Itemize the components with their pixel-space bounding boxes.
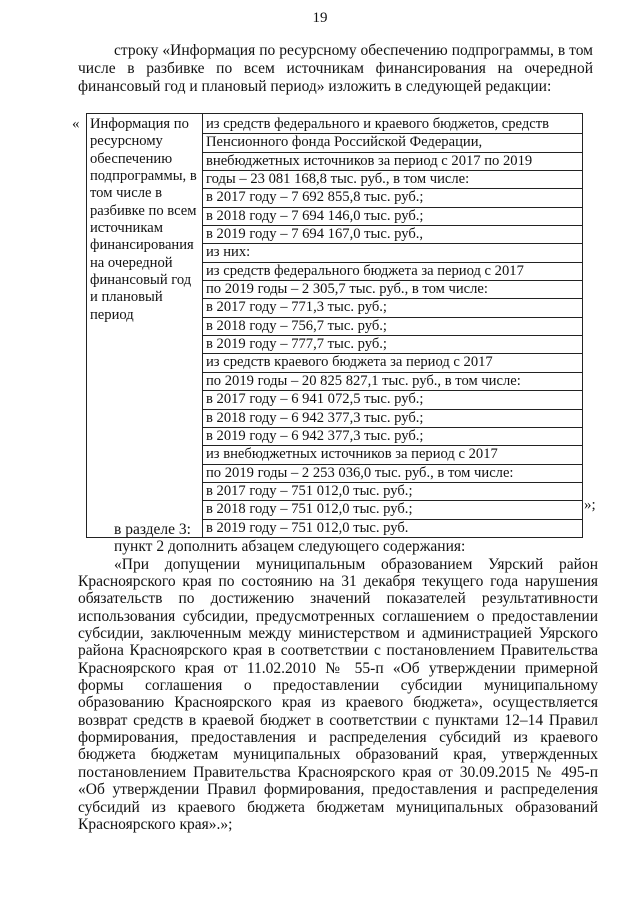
opening-quote: « — [72, 116, 80, 132]
amendment-paragraph: «При допущении муниципальным образованием Уярский район Красноярского края по состоянию на 31 декабря текущего года нарушения обязательств по достижению значений показателей результативности использования субсидии, предусмотренных соглашением о предоставлении субсидии, заключенным между министерством и администрацией Уярского района Красноярского края в соответствии с постановлением Правительства Красноярского края от 11.02.2010 № 55-п «Об утверждении примерной формы соглашения о предоставлении субсидии муниципальному образованию Красноярского края из краевого бюджета», осуществляется возврат средств в краевой бюджет в соответствии с пунктами 12–14 Правил формирования, предоставления и распределения субсидий из краевого бюджета бюджетам муниципальных образований края, утвержденных постановлением Правительства Красноярского края от 30.09.2015 № 495-п «Об утверждении Правил формирования, предоставления и распределения субсидий из краевого бюджета бюджетам муниципальных образований Красноярского края».»; — [78, 555, 598, 833]
funding-line: внебюджетных источников за период с 2017 по 2019 — [202, 153, 582, 171]
funding-line: в 2017 году – 751 012,0 тыс. руб.; — [202, 483, 582, 501]
funding-line: в 2018 году – 756,7 тыс. руб.; — [202, 318, 582, 336]
funding-line: из внебюджетных источников за период с 2017 — [202, 446, 582, 464]
body-text — [78, 521, 598, 833]
funding-line: Пенсионного фонда Российской Федерации, — [202, 134, 582, 152]
funding-line: годы – 23 081 168,8 тыс. руб., в том числе: — [202, 171, 582, 189]
funding-line: по 2019 годы – 2 253 036,0 тыс. руб., в том числе: — [202, 465, 582, 483]
point-reference: пункт 2 дополнить абзацем следующего содержания: — [114, 538, 466, 556]
funding-line: в 2019 году – 777,7 тыс. руб.; — [202, 336, 582, 354]
table-label-cell: Информация по ресурсному обеспечению подпрограммы, в том числе в разбивке по всем источникам финансирования на очередной финансовый год и плановый период — [87, 114, 203, 538]
funding-line: в 2019 году – 6 942 377,3 тыс. руб.; — [202, 428, 582, 446]
funding-lines — [206, 116, 579, 537]
funding-line: из средств федерального и краевого бюджетов, средств — [202, 116, 582, 134]
funding-line: в 2017 году – 771,3 тыс. руб.; — [202, 299, 582, 317]
closing-quote: »; — [584, 497, 596, 513]
resource-info-table — [86, 113, 583, 538]
funding-line: из них: — [202, 244, 582, 262]
funding-line: в 2019 году – 7 694 167,0 тыс. руб., — [202, 226, 582, 244]
funding-line: по 2019 годы – 20 825 827,1 тыс. руб., в том числе: — [202, 373, 582, 391]
section-reference: в разделе 3: — [114, 521, 191, 538]
table-value-cell — [203, 114, 583, 538]
funding-line: в 2019 году – 751 012,0 тыс. руб. — [206, 519, 409, 536]
funding-line: в 2018 году – 751 012,0 тыс. руб.; — [202, 501, 582, 519]
funding-line: из средств федерального бюджета за период с 2017 — [202, 263, 582, 281]
intro-paragraph: строку «Информация по ресурсному обеспечению подпрограммы, в том числе в разбивке по всем источникам финансирования на очередной финансовый год и плановый период» изложить в следующей редакции: — [78, 42, 593, 95]
page-number: 19 — [312, 10, 328, 26]
funding-line: в 2017 году – 6 941 072,5 тыс. руб.; — [202, 391, 582, 409]
funding-line: в 2017 году – 7 692 855,8 тыс. руб.; — [202, 189, 582, 207]
funding-line: из средств краевого бюджета за период с 2017 — [202, 354, 582, 372]
funding-line: в 2018 году – 6 942 377,3 тыс. руб.; — [202, 410, 582, 428]
funding-line: в 2018 году – 7 694 146,0 тыс. руб.; — [202, 208, 582, 226]
funding-line: по 2019 годы – 2 305,7 тыс. руб., в том числе: — [202, 281, 582, 299]
